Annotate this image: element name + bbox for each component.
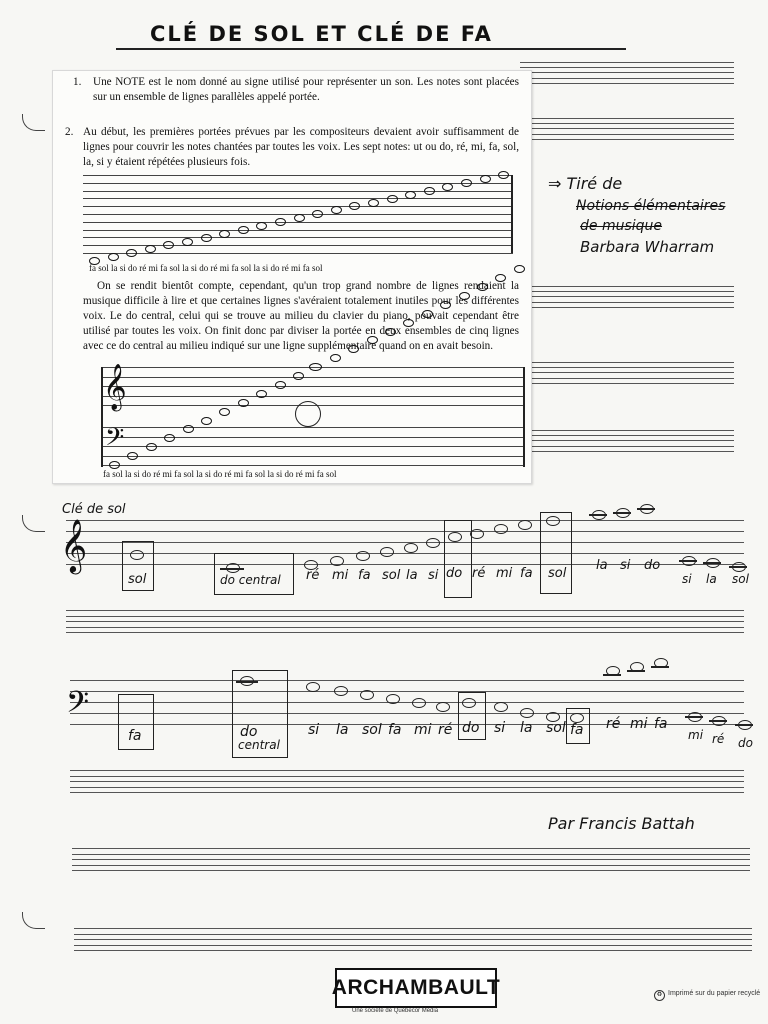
paragraph-1-text: Une NOTE est le nom donné au signe utilisé pour représenter un son. Les notes sont placées sur un ensemble de lignes parallèles appelé portée. [93,76,519,103]
note-name: do [644,558,661,573]
staff-line [74,934,752,935]
staff-line [530,296,734,297]
ledger-line [729,566,747,568]
note-name: sol [548,566,567,581]
ledger-line [735,724,753,726]
staff-line [66,632,744,633]
signature: Par Francis Battah [548,814,695,833]
printed-note [459,292,470,300]
printed-note [238,226,249,234]
note-name: fa [358,568,371,583]
note-name: do [462,720,480,736]
note [462,698,476,708]
note-name: sol [128,572,147,587]
staff-line [530,430,734,431]
staff-line [74,928,752,929]
printed-note [514,265,525,273]
staff-line [520,83,734,84]
staff-line [70,792,744,793]
staff-line [70,776,744,777]
note-name: sol [732,572,749,586]
staff-line [66,542,744,543]
note [448,532,462,542]
note-name: mi [496,566,513,581]
note [334,686,348,696]
source-note-line-1: ⇒ Tiré de [548,174,623,193]
printed-bass-clef-icon: 𝄢 [105,424,125,457]
staff-line [74,950,752,951]
note-name: fa [128,728,142,744]
staff-line [520,78,734,79]
staff-line [530,383,734,384]
printed-note [480,175,491,183]
note-name: la [336,722,349,738]
printed-note [440,301,451,309]
note-name: do [240,724,258,740]
staff-line [66,520,744,521]
staff-line [66,621,744,622]
note [306,682,320,692]
binder-hole-bottom [22,912,45,929]
staff-line [70,781,744,782]
note-name: la [520,720,533,736]
staff-line [520,72,734,73]
staff-line [520,67,734,68]
printed-note [219,230,230,238]
staff-line [530,378,734,379]
note-name: si [428,568,439,583]
ledger-line [589,514,607,516]
binder-hole-top [22,114,45,131]
staff-line [66,564,744,565]
staff-line [72,859,750,860]
staff-line [530,372,734,373]
note-name: fa [654,716,668,732]
staff-line [520,62,734,63]
note [494,524,508,534]
staff-line [70,713,744,714]
note [360,690,374,700]
footer-subtitle: Une société de Québecor Média [352,1008,439,1014]
staff-line [70,787,744,788]
note [426,538,440,548]
printed-note [387,195,398,203]
printed-note [126,249,137,257]
printed-note [424,187,435,195]
printed-note [89,257,100,265]
circled-do-central [295,401,321,427]
note [412,698,426,708]
staff-line [520,128,734,129]
staff-line [530,286,734,287]
note [470,529,484,539]
ledger-line [637,508,655,510]
paragraph-3-text: On se rendit bientôt compte, cependant, qu'un trop grand nombre de lignes rendaient la musique difficile à lire et que certaines lignes s'avéraient totalement inutiles pour les différentes voix. Le do central, celui qui se trouve au milieu du clavier du piano, pouvait cependant être utilisé par toutes les voix. On finit donc par diviser la portée en deux ensembles de cinq lignes avec ce do central au milieu indiqué sur une ligne supplémentaire quand on en avait besoin. [83,280,519,352]
ledger-line [685,716,703,718]
note [356,551,370,561]
note-name: ré [606,716,621,732]
printed-note [294,214,305,222]
printed-note [201,234,212,242]
note-name: ré [306,568,320,583]
page-title: CLÉ DE SOL ET CLÉ DE FA [150,22,493,46]
printed-note [201,417,212,425]
staff-line [66,610,744,611]
printed-scale-2-labels: fa sol la si do ré mi fa sol la si do ré mi fa sol la si do ré mi fa sol [103,469,337,479]
note-name: la [706,572,717,586]
printed-note [146,443,157,451]
note-name: do [738,736,753,750]
archambault-logo: ARCHAMBAULT [335,968,497,1008]
paragraph-2-number: 2. [65,126,74,138]
paragraph-3 [83,279,519,354]
note-name: ré [438,722,453,738]
ledger-line [603,674,621,676]
note-name: do central [220,573,281,587]
note [546,516,560,526]
printed-brace-line [101,367,103,467]
staff-line [530,362,734,363]
ledger-line [651,666,669,668]
staff-line [520,139,734,140]
printed-note [238,399,249,407]
printed-note [256,390,267,398]
printed-note [275,218,286,226]
note-name: sol [546,720,566,736]
note [518,520,532,530]
ledger-line [220,568,244,570]
printed-note [403,319,414,327]
ledger-line [236,681,258,683]
printed-note [182,238,193,246]
printed-note [108,253,119,261]
note-name: ré [712,732,725,746]
note-name: la [406,568,418,583]
staff-line [530,302,734,303]
source-note-line-3: de musique [580,218,663,234]
staff-line [530,451,734,452]
printed-note [368,199,379,207]
printed-note [219,408,230,416]
staff-line [66,531,744,532]
printed-scale-1-labels: fa sol la si do ré mi fa sol la si do ré mi fa sol la si do ré mi fa sol [89,263,323,273]
paragraph-2-text: Au début, les premières portées prévues par les compositeurs devaient avoir suffisamment de lignes pour couvrir les notes chantées par toutes les voix. Les sept notes: ut ou do, ré, mi, fa, sol, la, si y étaient répétées plusieurs fois. [83,126,519,168]
staff-line [520,123,734,124]
ledger-line [627,670,645,672]
note [404,543,418,553]
staff-line [66,627,744,628]
note-name: sol [362,722,382,738]
staff-line [520,118,734,119]
ledger-line [613,512,631,514]
printed-bass-staff [101,427,525,467]
staff-line [66,553,744,554]
printed-bar-line [511,175,513,253]
recycle-icon: ♻ [654,990,665,1001]
staff-line [70,691,744,692]
note-name: la [596,558,608,573]
staff-line [70,702,744,703]
printed-end-bar [523,367,525,467]
staff-line [70,770,744,771]
treble-clef-label: Clé de sol [62,502,126,517]
printed-note [385,328,396,336]
title-underline [116,48,626,50]
staff-line [66,616,744,617]
paragraph-1-number: 1. [73,76,82,88]
note-name: si [494,720,506,736]
staff-line [530,446,734,447]
printed-note [293,372,304,380]
note-name: mi [414,722,432,738]
ledger-line [703,562,721,564]
ledger-line [709,720,727,722]
hand-treble-clef-icon: 𝄞 [60,520,88,571]
note-name: si [620,558,631,573]
note-name: ré [472,566,486,581]
staff-line [70,680,744,681]
staff-line [530,307,734,308]
note-name: fa [388,722,402,738]
note-name: central [238,738,280,752]
note [494,702,508,712]
printed-note [330,354,341,362]
note [436,702,450,712]
source-note-line-2: Notions élémentaires [576,198,726,214]
staff-line [74,939,752,940]
note-name: mi [688,728,704,742]
printed-note [461,179,472,187]
staff-line [530,435,734,436]
note-name: si [308,722,320,738]
note-name: mi [630,716,648,732]
staff-line [74,945,752,946]
hand-bass-clef-icon: 𝄢 [66,686,90,726]
note [386,694,400,704]
paragraph-2 [65,125,519,170]
note [130,550,144,560]
note [330,556,344,566]
printed-note [477,283,488,291]
ledger-line [679,560,697,562]
note-name: mi [332,568,349,583]
note-name: sol [382,568,401,583]
printed-excerpt [52,70,532,484]
note-name: si [682,572,692,586]
staff-line [530,291,734,292]
binder-hole-middle [22,515,45,532]
note-name: do [446,566,463,581]
printed-note [422,310,433,318]
printed-note [405,191,416,199]
source-note-line-4: Barbara Wharram [580,238,715,256]
note-name: fa [520,566,533,581]
staff-line [72,865,750,866]
staff-line [530,367,734,368]
printed-note [109,461,120,469]
printed-treble-clef-icon: 𝄞 [103,364,127,409]
staff-line [72,854,750,855]
staff-line [72,870,750,871]
paragraph-1 [73,75,519,105]
staff-line [530,440,734,441]
note-name: fa [570,722,584,738]
note [520,708,534,718]
note [380,547,394,557]
staff-line [72,848,750,849]
printed-note [275,381,286,389]
recycled-paper-note: Imprimé sur du papier recyclé [668,990,761,997]
staff-line [520,134,734,135]
